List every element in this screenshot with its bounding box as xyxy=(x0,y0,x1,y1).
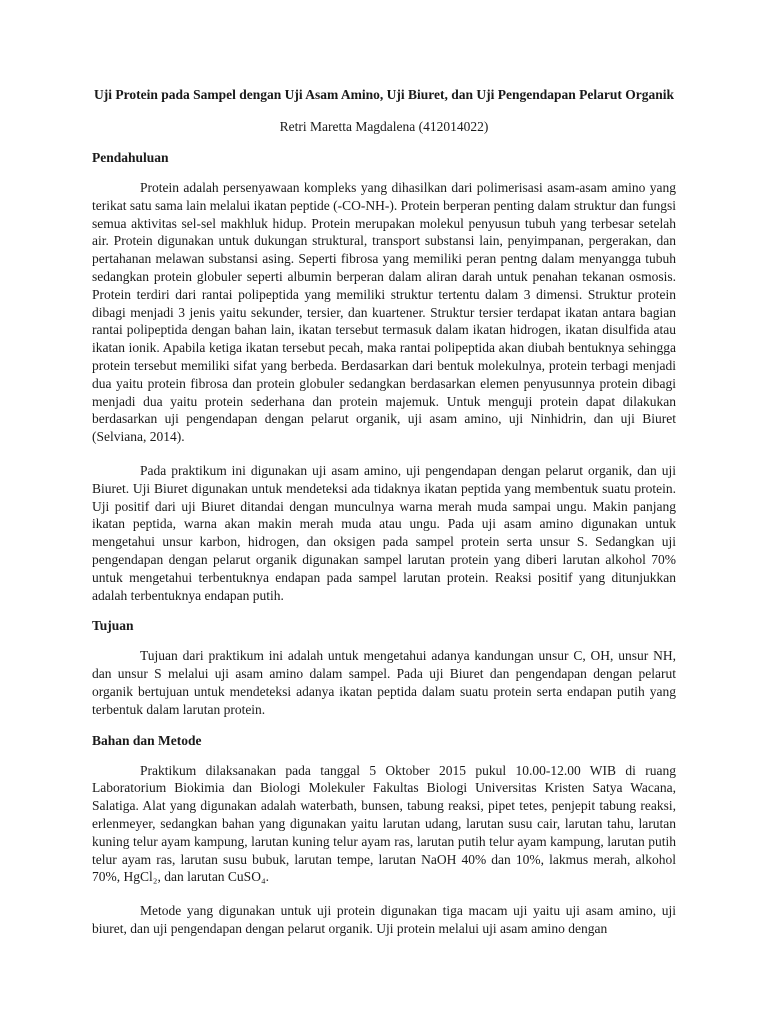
section-heading-tujuan: Tujuan xyxy=(92,618,134,634)
paragraph-tujuan-1: Tujuan dari praktikum ini adalah untuk mengetahui adanya kandungan unsur C, OH, unsur NH, dan unsur S melalui uji asam amino dalam sampel. Pada uji Biuret dan pengendapan dengan pelarut organik bertujuan untuk mendeteksi adanya ikatan peptida dalam suatu protein serta endapan putih yang terbentuk dalam larutan protein. xyxy=(92,648,676,717)
paragraph-bahan-metode-2: Metode yang digunakan untuk uji protein digunakan tiga macam uji yaitu uji asam amino, uji biuret, dan uji pengendapan dengan pelarut organik. Uji protein melalui uji asam amino dengan xyxy=(92,903,676,936)
section-heading-pendahuluan: Pendahuluan xyxy=(92,150,169,165)
author-line: Retri Maretta Magdalena (412014022) xyxy=(279,119,489,134)
paragraph-pendahuluan-1: Protein adalah persenyawaan kompleks yang dihasilkan dari polimerisasi asam-asam amino yang terikat satu sama lain melalui ikatan peptide (-CO-NH-). Protein berperan penting dalam struktur dan fungsi semua aktivitas sel-sel makhluk hidup. Protein merupakan molekul penyusun tubuh yang terbesar setelah air. Protein digunakan untuk dukungan struktural, transport substansi lain, penyimpanan, pergerakan, dan pertahanan melawan substansi asing. Seperti fibrosa yang memiliki peran pentng dalam menyangga tubuh sedangkan protein globuler seperti albumin berperan dalam aliran darah untuk penahan tekanan osmosis. Protein terdiri dari rantai polipeptida yang memiliki struktur tertentu dalam 3 dimensi. Struktur protein dibagi menjadi 3 jenis yaitu sekunder, tersier, dan kuartener. Struktur tersier terdapat ikatan antara bagian rantai polipeptida dengan bahan lain, ikatan tersebut termasuk dalam ikatan hidrogen, ikatan disulfida atau ikatan ionik. Apabila ketiga ikatan tersebut pecah, maka rantai polipeptida akan diubah bentuknya sehingga protein tersebut memiliki sifat yang berbeda. Berdasarkan dari bentuk molekulnya, protein terbagi menjadi dua yaitu protein fibrosa dan protein globuler sedangkan berdasarkan elemen penyusunnya protein dibagi menjadi dua yaitu protein sederhana dan protein majemuk. Untuk menguji protein dapat dilakukan berdasarkan uji pengendapan dengan pelarut organik, uji asam amino, uji Ninhidrin, dan uji Biuret (Selviana, 2014). xyxy=(92,180,676,445)
section-heading-bahan-metode: Bahan dan Metode xyxy=(92,732,202,748)
document-title: Uji Protein pada Sampel dengan Uji Asam Amino, Uji Biuret, dan Uji Pengendapan Pelarut Organik xyxy=(93,87,675,102)
paragraph-bahan-metode-1: Praktikum dilaksanakan pada tanggal 5 Oktober 2015 pukul 10.00-12.00 WIB di ruang Laboratorium Biokimia dan Biologi Molekuler Fakultas Biologi Universitas Kristen Satya Wacana, Salatiga. Alat yang digunakan adalah waterbath, bunsen, tabung reaksi, pipet tetes, penjepit tabung reaksi, erlenmeyer, sedangkan bahan yang digunakan yaitu larutan udang, larutan susu cair, larutan tahu, larutan kuning telur ayam kampung, larutan kuning telur ayam ras, larutan putih telur ayam kampung, larutan putih telur ayam ras, larutan susu bubuk, larutan tempe, larutan NaOH 40% dan 10%, lakmus merah, alkohol 70%, HgCl₂, dan larutan CuSO₄. xyxy=(92,762,676,885)
paragraph-pendahuluan-2: Pada praktikum ini digunakan uji asam amino, uji pengendapan dengan pelarut organik, dan uji Biuret. Uji Biuret digunakan untuk mendeteksi ada tidaknya ikatan peptida yang membentuk suatu protein. Uji positif dari uji Biuret ditandai dengan munculnya warna merah muda sampai ungu. Makin panjang ikatan peptida, warna akan makin merah muda atau ungu. Pada uji asam amino digunakan untuk mengetahui unsur karbon, hidrogen, dan oksigen pada sampel protein serta unsur S. Sedangkan uji pengendapan dengan pelarut organik digunakan sampel larutan protein yang diberi larutan alkohol 70% untuk mengetahui terbentuknya endapan pada sampel larutan protein. Reaksi positif yang ditunjukkan adalah terbentuknya endapan putih. xyxy=(92,462,676,603)
